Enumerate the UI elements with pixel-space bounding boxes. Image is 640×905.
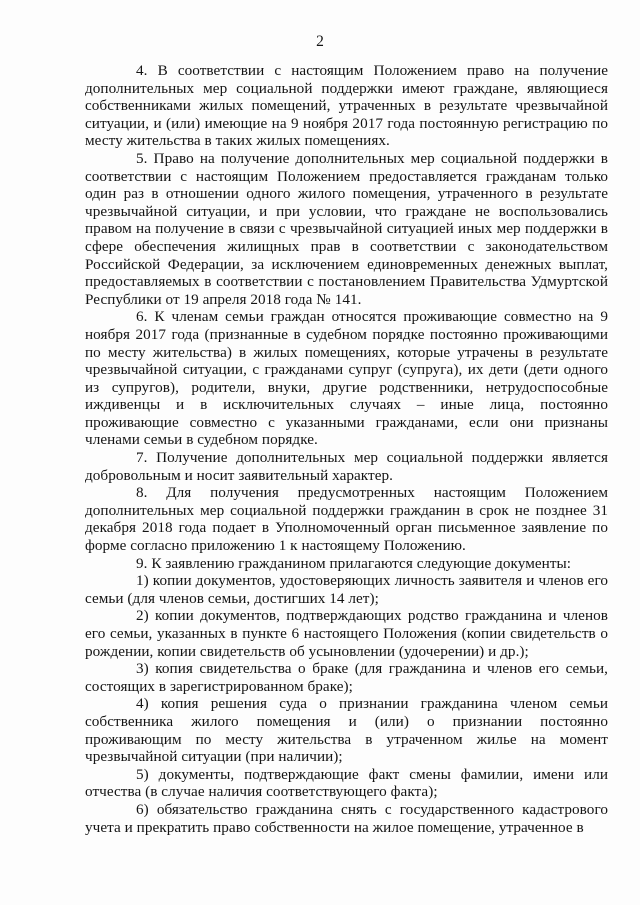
list-item-6: 6) обязательство гражданина снять с государственного кадастрового учета и прекратить право собственности на жилое помещение, утраченное в [85,800,608,836]
paragraph-6: 6. К членам семьи граждан относятся проживающие совместно на 9 ноября 2017 года (признанные в судебном порядке постоянно проживающими по месту жительства) в жилых помещениях, которые утрачены в результате чрезвычайной ситуации, с гражданами супруг (супруга), их дети (дети одного из супругов), родители, внуки, другие родственники, нетрудоспособные иждивенцы и в исключительных случаях – иные лица, постоянно проживающие совместно с указанными гражданами, если они признаны членами семьи в судебном порядке. [85,308,608,449]
paragraph-7: 7. Получение дополнительных мер социальной поддержки является добровольным и носит заявительный характер. [85,449,608,484]
paragraph-4: 4. В соответствии с настоящим Положением право на получение дополнительных мер социальной поддержки имеют граждане, являющиеся собственниками жилых помещений, утраченных в результате чрезвычайной ситуации, и (или) имеющие на 9 ноября 2017 года постоянную регистрацию по месту жительства в таких жилых помещениях. [85,62,608,150]
list-item-2: 2) копии документов, подтверждающих родство гражданина и членов его семьи, указанных в пункте 6 настоящего Положения (копии свидетельств о рождении, копии свидетельств об усыновлении (удочерении) и др.); [85,607,608,660]
paragraph-9: 9. К заявлению гражданином прилагаются следующие документы: [136,554,572,572]
list-item-3: 3) копия свидетельства о браке (для гражданина и членов его семьи, состоящих в зарегистрированном браке); [85,660,608,695]
document-body [85,62,608,836]
list-item-1: 1) копии документов, удостоверяющих личность заявителя и членов его семьи (для членов семьи, достигших 14 лет); [85,572,608,607]
paragraph-8: 8. Для получения предусмотренных настоящим Положением дополнительных мер социальной поддержки гражданин в срок не позднее 31 декабря 2018 года подает в Уполномоченный орган письменное заявление по форме согласно приложению 1 к настоящему Положению. [85,484,608,555]
page-number: 2 [316,33,324,50]
list-item-5: 5) документы, подтверждающие факт смены фамилии, имени или отчества (в случае наличия соответствующего факта); [85,765,608,801]
list-item-4: 4) копия решения суда о признании гражданина членом семьи собственника жилого помещения и (или) о признании постоянно проживающим по месту жительства в утраченном жилье на момент чрезвычайной ситуации (при наличии); [85,695,608,766]
paragraph-5: 5. Право на получение дополнительных мер социальной поддержки в соответствии с настоящим Положением предоставляется гражданам только один раз в отношении одного жилого помещения, утраченного в результате чрезвычайной ситуации, и при условии, что граждане не воспользовались правом на получение в связи с чрезвычайной ситуацией иных мер поддержки в сфере обеспечения жилищных прав в соответствии с законодательством Российской Федерации, за исключением единовременных денежных выплат, предоставляемых в соответствии с постановлением Правительства Удмуртской Республики от 19 апреля 2018 года № 141. [85,149,608,308]
